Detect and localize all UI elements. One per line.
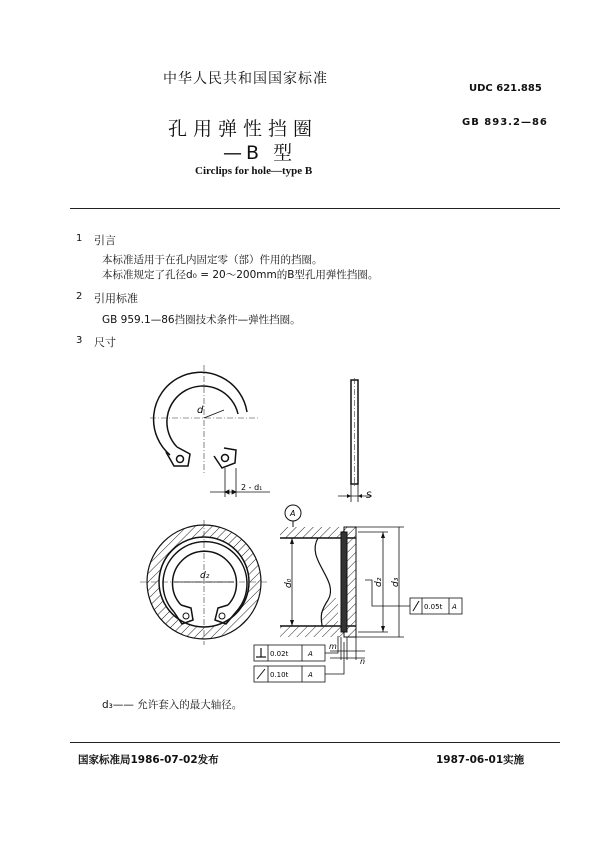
figure-note: d₃—— 允许套入的最大轴径。 [102, 699, 243, 711]
label-d3: d₃ [391, 577, 401, 587]
tol-value-runout: 0.10t [270, 671, 289, 679]
label-d0: d₀ [284, 578, 294, 588]
tol-value-flatness: 0.05t [424, 603, 443, 611]
label-m: m [329, 642, 337, 651]
tol-datum-3: A [308, 671, 313, 679]
page-title: 孔用弹性挡圈 [168, 118, 319, 140]
tol-datum-2: A [308, 650, 313, 658]
circlip-front-view [154, 372, 247, 468]
tol-datum-1: A [452, 603, 457, 611]
page-subtitle: —B 型 [223, 142, 297, 164]
section-1-number: 1 [76, 233, 83, 244]
tol-value-perpendicularity: 0.02t [270, 650, 289, 658]
section-2-number: 2 [76, 291, 83, 302]
label-d: d [197, 405, 204, 416]
label-2-d1: 2 - d₁ [241, 483, 263, 492]
bottom-divider [70, 742, 560, 743]
section-2-title: 引用标准 [94, 292, 138, 305]
tolerance-frame-runout-2 [254, 666, 325, 682]
section-3-number: 3 [76, 335, 83, 346]
label-n: n [360, 657, 366, 666]
gb-number: GB 893.2—86 [462, 117, 548, 128]
d-dimension-line [204, 410, 224, 418]
tolerance-frame-perpendicularity [254, 645, 325, 661]
section-2-line-1: GB 959.1—86挡圈技术条件—弹性挡圈。 [102, 314, 301, 326]
section-1-title: 引言 [94, 234, 116, 247]
udc-number: UDC 621.885 [469, 83, 542, 94]
section-1-line-1: 本标准适用于在孔内固定零（部）件用的挡圈。 [102, 254, 323, 266]
issue-date: 国家标准局1986-07-02发布 [78, 754, 219, 766]
label-d2-section: d₂ [374, 577, 384, 587]
standard-org: 中华人民共和国国家标准 [163, 71, 328, 87]
installed-front-view [140, 520, 268, 645]
section-3-title: 尺寸 [94, 336, 116, 349]
circlip-side-view [338, 378, 372, 502]
label-datum-a: A [290, 509, 296, 518]
effective-date: 1987-06-01实施 [436, 754, 525, 766]
english-title: Circlips for hole—type B [195, 165, 313, 177]
section-1-line-2: 本标准规定了孔径d₀ = 20～200mm的B型孔用弹性挡圈。 [102, 269, 379, 281]
label-d2: d₂ [200, 571, 210, 581]
label-s: S [366, 491, 372, 501]
